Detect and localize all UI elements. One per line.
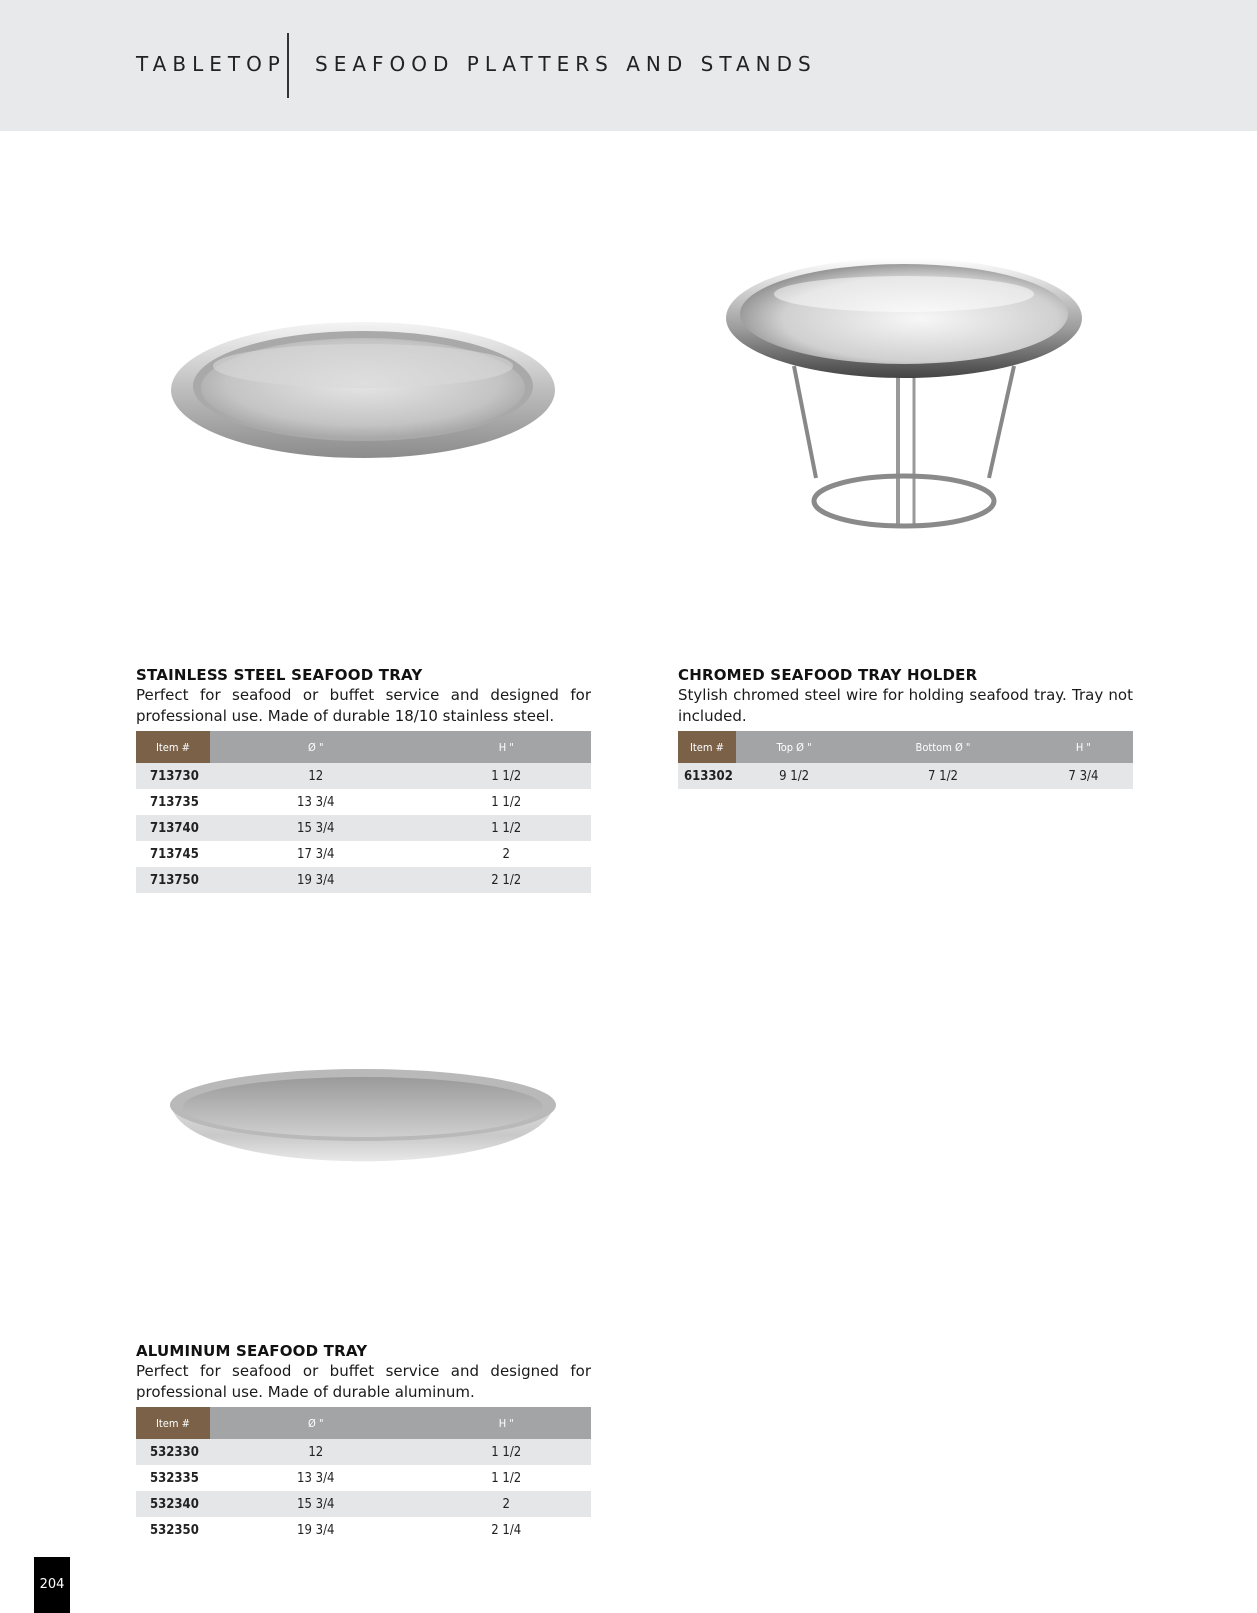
table-header-row [678, 731, 1133, 763]
table-row [136, 841, 591, 867]
item-number: 532330 [136, 1439, 210, 1465]
table-row [136, 815, 591, 841]
table-header-row [136, 1407, 591, 1439]
height-cell: 1 1/2 [422, 1439, 591, 1465]
item-number: 713745 [150, 846, 199, 862]
column-header-item: Item # [136, 1407, 210, 1439]
spec-table [136, 731, 591, 893]
height-cell: 2 [502, 846, 510, 862]
table-row [136, 1517, 591, 1543]
chromed-holder-image [724, 256, 1086, 538]
item-number: 613302 [678, 763, 736, 789]
item-number: 532335 [150, 1470, 199, 1486]
product-title: ALUMINUM SEAFOOD TRAY [136, 1342, 368, 1360]
item-number: 532340 [136, 1491, 210, 1517]
diameter-cell: 17 3/4 [297, 846, 335, 862]
page-header [0, 0, 1257, 131]
diameter-cell: 15 3/4 [210, 815, 422, 841]
product-description: Perfect for seafood or buffet service and designed for professional use. Made of durable aluminum. [136, 1362, 591, 1401]
height-cell: 1 1/2 [422, 815, 591, 841]
diameter-cell: 15 3/4 [210, 1491, 422, 1517]
product-description: Stylish chromed steel wire for holding seafood tray. Tray not included. [678, 686, 1133, 725]
bottom-diameter-cell: 7 1/2 [852, 763, 1034, 789]
table-row [136, 1491, 591, 1517]
diameter-cell: 13 3/4 [297, 1470, 335, 1486]
product-chromed-tray-holder [678, 665, 1133, 789]
diameter-cell: 13 3/4 [297, 794, 335, 810]
product-stainless-steel-tray [136, 665, 591, 893]
item-number: 713735 [150, 794, 199, 810]
product-title: CHROMED SEAFOOD TRAY HOLDER [678, 666, 978, 684]
height-cell: 2 1/2 [422, 867, 591, 893]
table-row [136, 1465, 591, 1491]
height-cell: 1 1/2 [491, 794, 522, 810]
header-divider [287, 33, 289, 98]
item-number: 713740 [136, 815, 210, 841]
diameter-cell: 19 3/4 [210, 867, 422, 893]
column-header-diameter: Ø " [210, 1407, 422, 1439]
product-aluminum-seafood-tray [136, 1341, 591, 1543]
column-header-height: H " [1034, 731, 1133, 763]
diameter-cell: 19 3/4 [297, 1522, 335, 1538]
table-header-row [136, 731, 591, 763]
column-header-item: Item # [136, 731, 210, 763]
aluminum-tray-image [165, 1060, 560, 1185]
column-header-bottom-diameter: Bottom Ø " [852, 731, 1034, 763]
table-row [136, 1439, 591, 1465]
stainless-tray-image [165, 308, 560, 468]
height-cell: 1 1/2 [491, 1470, 522, 1486]
height-cell: 7 3/4 [1034, 763, 1133, 789]
page-title: SEAFOOD PLATTERS AND STANDS [315, 52, 817, 76]
section-label: TABLETOP [136, 52, 286, 76]
page-number: 204 [34, 1557, 70, 1613]
table-row [136, 867, 591, 893]
item-number: 713750 [136, 867, 210, 893]
top-diameter-cell: 9 1/2 [736, 763, 852, 789]
column-header-height: H " [422, 731, 591, 763]
column-header-height: H " [422, 1407, 591, 1439]
table-row [678, 763, 1133, 789]
table-row [136, 763, 591, 789]
diameter-cell: 12 [210, 1439, 422, 1465]
diameter-cell: 12 [210, 763, 422, 789]
column-header-top-diameter: Top Ø " [736, 731, 852, 763]
table-row [136, 789, 591, 815]
item-number: 713730 [136, 763, 210, 789]
product-title: STAINLESS STEEL SEAFOOD TRAY [136, 666, 423, 684]
height-cell: 2 1/4 [491, 1522, 522, 1538]
column-header-diameter: Ø " [210, 731, 422, 763]
product-description: Perfect for seafood or buffet service and designed for professional use. Made of durable 18/10 stainless steel. [136, 686, 591, 725]
column-header-item: Item # [678, 731, 736, 763]
item-number: 532350 [150, 1522, 199, 1538]
height-cell: 2 [422, 1491, 591, 1517]
height-cell: 1 1/2 [422, 763, 591, 789]
spec-table [136, 1407, 591, 1543]
spec-table [678, 731, 1133, 789]
